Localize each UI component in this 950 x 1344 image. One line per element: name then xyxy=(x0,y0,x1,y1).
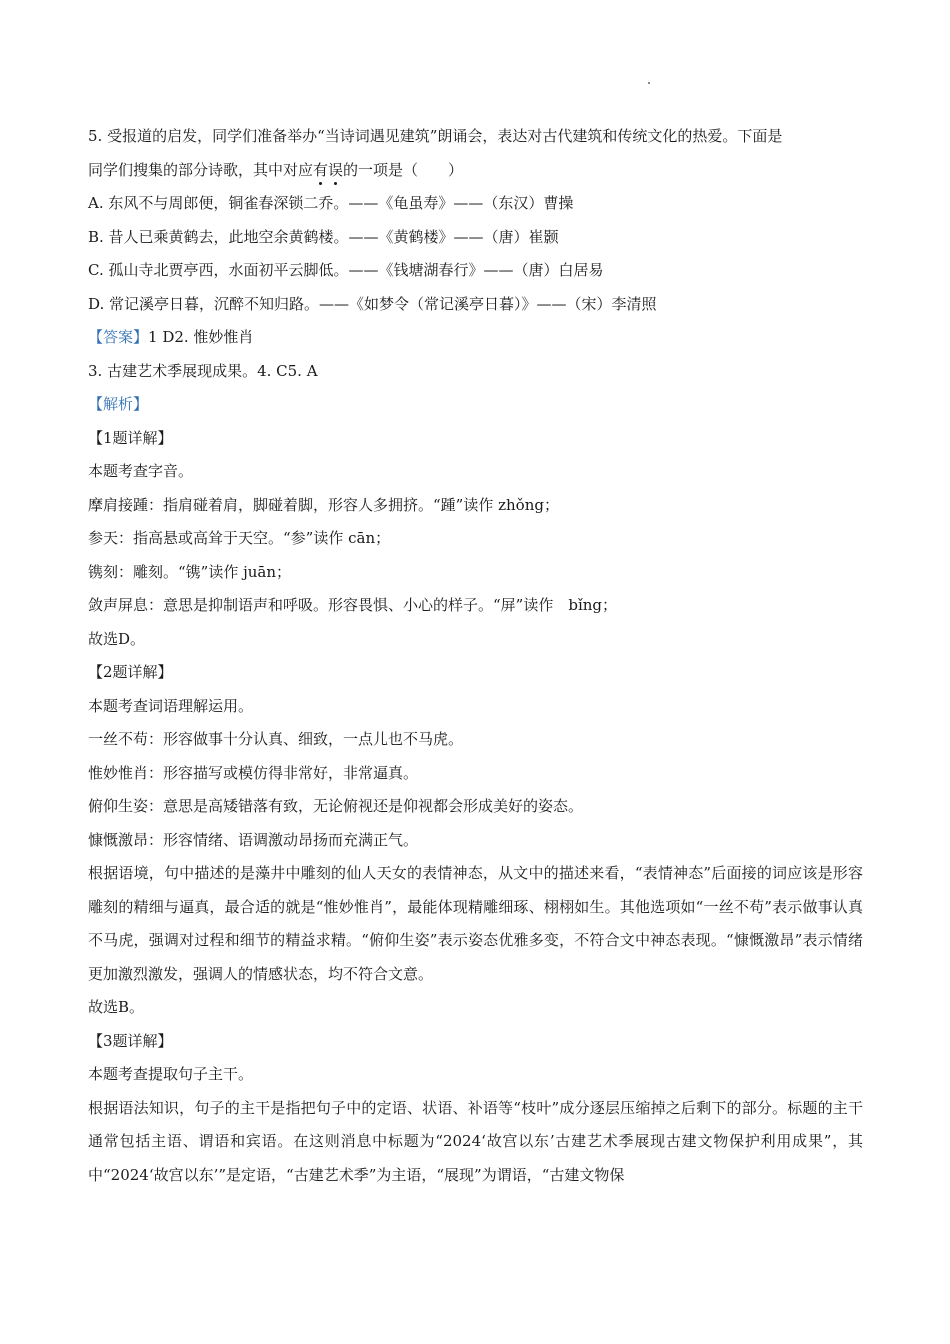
sec1-line: 故选D。 xyxy=(88,629,146,648)
sec2-choice: 故选B。 xyxy=(88,998,145,1016)
sec1-title: 【1题详解】 xyxy=(88,428,173,447)
q5-option-d: D. 常记溪亭日暮，沉醉不知归路。——《如梦令（常记溪亭日暮）》——（宋）李清照 xyxy=(88,294,657,313)
sec1-line: 摩肩接踵：指肩碰着肩，脚碰着脚，形容人多拥挤。“踵”读作 zhǒng； xyxy=(88,495,559,514)
document-page xyxy=(88,120,863,1192)
answer-text-2: 3. 古建艺术季展现成果。4. C5. A xyxy=(88,361,318,380)
sec3-title: 【3题详解】 xyxy=(88,1031,173,1050)
sec1-line: 参天：指高悬或高耸于天空。“参”读作 cān； xyxy=(88,529,391,547)
sec2-line: 俯仰生姿：意思是高矮错落有致，无论俯视还是仰视都会形成美好的姿态。 xyxy=(88,797,584,815)
sec2-title: 【2题详解】 xyxy=(88,663,173,681)
emphasis-char-wu: 误 xyxy=(328,154,343,188)
sec3-paragraph: 根据语法知识，句子的主干是指把句子中的定语、状语、补语等“枝叶”成分逐层压缩掉之后剩下的部分。标题的主干通常包括主语、谓语和宾语。在这则消息中标题为“2024‘故宫以东’古建艺术季展现古建文物保护利用成果”，其中“2024‘故宫以东’”是定语，“古建艺术季”为主语，“展现”为谓语，“古建文物保 xyxy=(88,1098,863,1184)
emphasis-char-you: 有 xyxy=(313,154,328,188)
sec3-intro: 本题考查提取句子主干。 xyxy=(88,1065,254,1083)
answer-label: 【答案】 xyxy=(88,328,149,346)
sec2-line: 一丝不苟：形容做事十分认真、细致，一点儿也不马虎。 xyxy=(88,730,464,748)
q5-option-b: B. 昔人已乘黄鹤去，此地空余黄鹤楼。——《黄鹤楼》——（唐）崔颢 xyxy=(88,227,559,246)
answer-text-1: 1 D2. 惟妙惟肖 xyxy=(148,328,254,346)
sec2-paragraph: 根据语境，句中描述的是藻井中雕刻的仙人天女的表情神态，从文中的描述来看，“表情神态”后面接的词应该是形容雕刻的精细与逼真，最合适的就是“惟妙惟肖”，最能体现精雕细琢、栩栩如生。其他选项如“一丝不苟”表示做事认真不马虎，强调对过程和细节的精益求精。“俯仰生姿”表示姿态优雅多变，不符合文中神态表现。“慷慨激昂”表示情绪更加激烈激发，强调人的情感状态，均不符合文意。 xyxy=(88,864,863,983)
q5-stem-line1: 5. 受报道的启发，同学们准备举办“当诗词遇见建筑”朗诵会，表达对古代建筑和传统文化的热爱。下面是 xyxy=(88,127,783,145)
q5-stem-line2 xyxy=(88,154,863,188)
sec1-line: 本题考查字音。 xyxy=(88,462,194,480)
q5-option-c: C. 孤山寺北贾亭西，水面初平云脚低。——《钱塘湖春行》——（唐）白居易 xyxy=(88,261,604,279)
sec2-line: 惟妙惟肖：形容描写或模仿得非常好，非常逼真。 xyxy=(88,763,419,782)
stray-dot-mark xyxy=(648,82,650,84)
sec2-line: 本题考查词语理解运用。 xyxy=(88,696,254,715)
sec1-line: 镌刻：雕刻。“镌”读作 juān； xyxy=(88,562,292,581)
analysis-label: 【解析】 xyxy=(88,395,149,413)
q5-option-a: A. 东风不与周郎便，铜雀春深锁二乔。——《龟虽寿》——（东汉）曹操 xyxy=(88,194,574,212)
sec2-line: 慷慨激昂：形容情绪、语调激动昂扬而充满正气。 xyxy=(88,830,419,849)
answer-line xyxy=(88,321,863,355)
q5-stem-before: 同学们搜集的部分诗歌，其中对应 xyxy=(88,160,314,179)
q5-stem-after: 的一项是（ ） xyxy=(343,160,464,179)
sec1-line: 敛声屏息：意思是抑制语声和呼吸。形容畏惧、小心的样子。“屏”读作 bǐng； xyxy=(88,596,618,614)
